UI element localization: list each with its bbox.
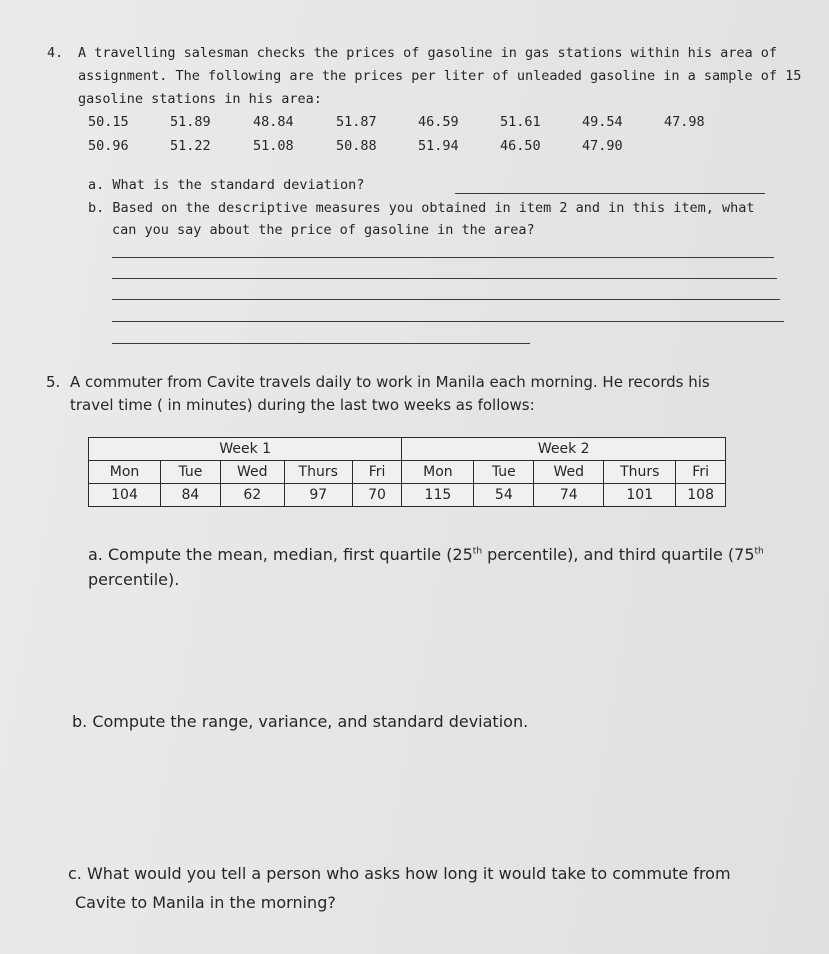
day-cell: Wed (220, 461, 284, 484)
day-cell: Fri (676, 461, 726, 484)
week-header: Week 1 (89, 438, 402, 461)
price-value: 51.94 (418, 138, 459, 154)
price-value: 51.08 (253, 138, 294, 154)
time-cell: 70 (352, 484, 402, 507)
price-value: 47.90 (582, 138, 623, 154)
q5a-sup-2: th (754, 546, 764, 557)
item4-stem-line2: assignment. The following are the prices per liter of unleaded gasoline in a sample of 15 (78, 68, 802, 84)
table-week-header-row (89, 438, 726, 461)
item4-stem-line3: gasoline stations in his area: (78, 91, 322, 107)
day-cell: Tue (474, 461, 534, 484)
price-value: 47.98 (664, 114, 705, 130)
item4-question-b-line2: can you say about the price of gasoline in the area? (112, 222, 535, 238)
item5-question-c-line1: c. What would you tell a person who asks how long it would take to commute from (68, 864, 731, 883)
q5a-text-2: percentile), and third quartile (75 (482, 545, 755, 564)
q5a-sup-1: th (472, 546, 483, 557)
day-cell: Thurs (604, 461, 676, 484)
item5-question-a-line2: percentile). (88, 570, 180, 589)
week-header: Week 2 (402, 438, 726, 461)
time-cell: 54 (474, 484, 534, 507)
answer-line-4b-1[interactable] (112, 257, 774, 258)
price-value: 51.61 (500, 114, 541, 130)
item5-number: 5. (46, 373, 61, 391)
item5-question-c-line2: Cavite to Manila in the morning? (75, 893, 336, 912)
price-value: 51.89 (170, 114, 211, 130)
time-cell: 115 (402, 484, 474, 507)
travel-time-table (88, 437, 726, 507)
item5-stem-line1: A commuter from Cavite travels daily to work in Manila each morning. He records his (70, 373, 710, 391)
answer-line-4b-4[interactable] (112, 321, 784, 322)
time-cell: 108 (676, 484, 726, 507)
item4-question-b-line1: b. Based on the descriptive measures you obtained in item 2 and in this item, what (88, 200, 755, 216)
answer-line-4a[interactable] (455, 193, 765, 194)
table-day-row (89, 461, 726, 484)
price-value: 51.22 (170, 138, 211, 154)
table-time-row (89, 484, 726, 507)
answer-line-4b-3[interactable] (112, 299, 780, 300)
item4-question-a: a. What is the standard deviation? (88, 177, 365, 193)
time-cell: 97 (284, 484, 352, 507)
price-value: 49.54 (582, 114, 623, 130)
time-cell: 62 (220, 484, 284, 507)
item4-number: 4. (47, 45, 64, 61)
day-cell: Wed (534, 461, 604, 484)
answer-line-4b-5[interactable] (112, 343, 530, 344)
price-value: 48.84 (253, 114, 294, 130)
time-cell: 74 (534, 484, 604, 507)
price-value: 46.59 (418, 114, 459, 130)
price-value: 51.87 (336, 114, 377, 130)
day-cell: Thurs (284, 461, 352, 484)
day-cell: Mon (402, 461, 474, 484)
day-cell: Fri (352, 461, 402, 484)
price-value: 46.50 (500, 138, 541, 154)
item5-question-a-line1 (88, 545, 764, 564)
answer-line-4b-2[interactable] (112, 278, 777, 279)
item5-stem-line2: travel time ( in minutes) during the last two weeks as follows: (70, 396, 535, 414)
day-cell: Tue (161, 461, 221, 484)
price-value: 50.15 (88, 114, 129, 130)
item4-stem-line1: A travelling salesman checks the prices of gasoline in gas stations within his area of (78, 45, 777, 61)
time-cell: 104 (89, 484, 161, 507)
item5-question-b: b. Compute the range, variance, and standard deviation. (72, 712, 529, 731)
price-value: 50.96 (88, 138, 129, 154)
time-cell: 84 (161, 484, 221, 507)
day-cell: Mon (89, 461, 161, 484)
price-value: 50.88 (336, 138, 377, 154)
q5a-text-1: a. Compute the mean, median, first quartile (25 (88, 545, 473, 564)
time-cell: 101 (604, 484, 676, 507)
